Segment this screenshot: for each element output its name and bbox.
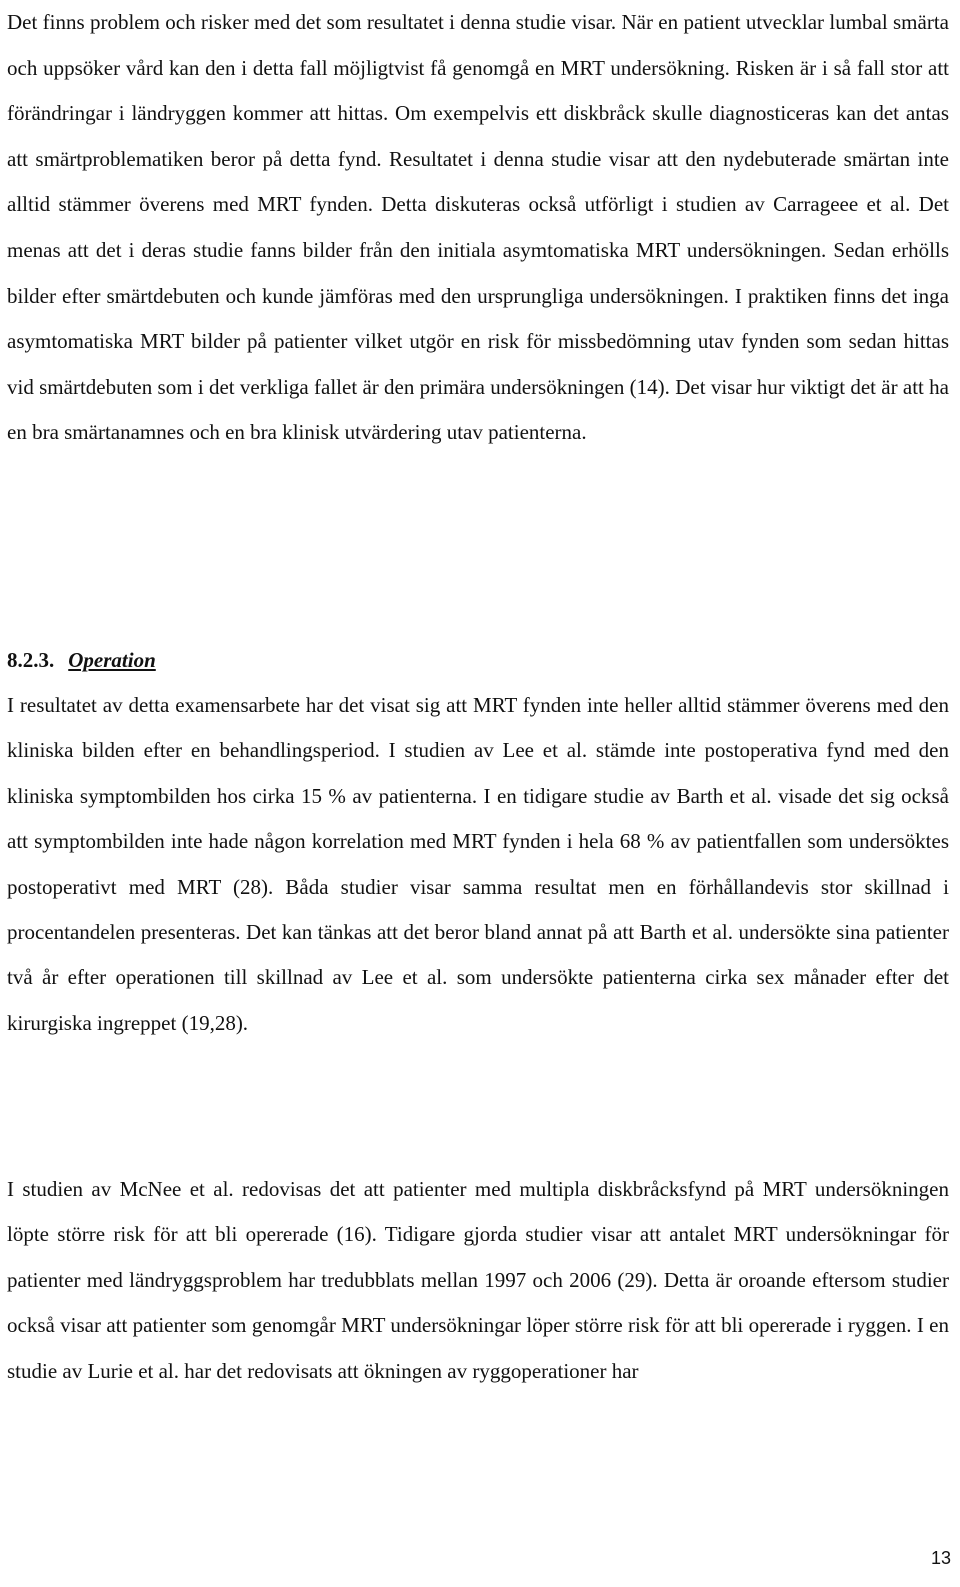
section-title: Operation — [68, 648, 156, 672]
paragraph-operation: I resultatet av detta examensarbete har det visat sig att MRT fynden inte heller alltid stämmer överens med den kliniska bilden efter en behandlingsperiod. I studien av Lee et al. stämde inte postoperativa fynd med den kliniska symptombilden hos cirka 15 % av patienterna. I en tidigare studie av Barth et al. visade det sig också att symptombilden inte hade någon korrelation med MRT fynden i hela 68 % av patientfallen som undersöktes postoperativt med MRT (28). Båda studier visar samma resultat men en förhållandevis stor skillnad i procentandelen presenteras. Det kan tänkas att det beror bland annat på att Barth et al. undersökte sina patienter två år efter operationen till skillnad av Lee et al. som undersökte patienterna cirka sex månader efter det kirurgiska ingreppet (19,28). — [7, 693, 949, 1035]
section-number: 8.2.3. — [7, 648, 55, 672]
section-heading — [7, 642, 156, 678]
paragraph-risks: Det finns problem och risker med det som resultatet i denna studie visar. När en patient utvecklar lumbal smärta och uppsöker vård kan den i detta fall möjligtvist få genomgå en MRT undersökning. Risken är i så fall stor att förändringar i ländryggen kommer att hittas. Om exempelvis ett diskbråck skulle diagnosticeras kan det antas att smärtproblematiken beror på detta fynd. Resultatet i denna studie visar att den nydebuterade smärtan inte alltid stämmer överens med MRT fynden. Detta diskuteras också utförligt i studien av Carrageee et al. Det menas att det i deras studie fanns bilder från den initiala asymtomatiska MRT undersökningen. Sedan erhölls bilder efter smärtdebuten och kunde jämföras med den ursprungliga undersökningen. I praktiken finns det inga asymtomatiska MRT bilder på patienter vilket utgör en risk för missbedömning utav fynden som sedan hittas vid smärtdebuten som i det verkliga fallet är den primära undersökningen (14). Det visar hur viktigt det är att ha en bra smärtanamnes och en bra klinisk utvärdering utav patienterna. — [7, 10, 949, 445]
page-number: 13 — [930, 1548, 951, 1568]
paragraph-mcnee: I studien av McNee et al. redovisas det att patienter med multipla diskbråcksfynd på MRT undersökningen löpte större risk för att bli opererade (16). Tidigare gjorda studier visar att antalet MRT undersökningar för patienter med ländryggsproblem har tredubblats mellan 1997 och 2006 (29). Detta är oroande eftersom studier också visar att patienter som genomgår MRT undersökningar löper större risk för att bli opererade i ryggen. I en studie av Lurie et al. har det redovisats att ökningen av ryggoperationer har — [7, 1177, 949, 1383]
